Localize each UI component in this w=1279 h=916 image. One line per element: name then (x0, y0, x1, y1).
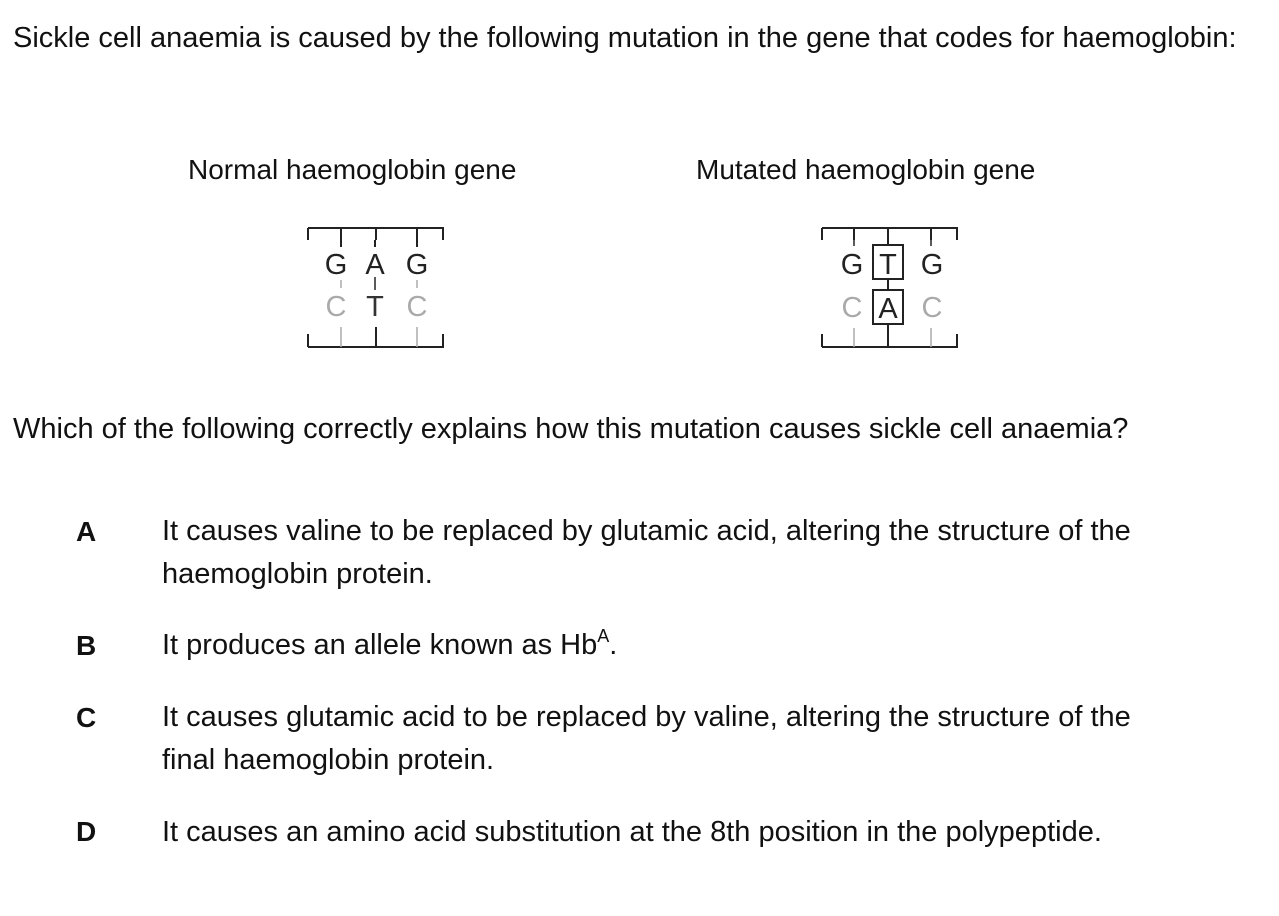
mutated-bottom-base-1: C (841, 292, 863, 324)
option-letter: D (76, 816, 97, 847)
mutated-top-base-2: T (879, 249, 897, 281)
normal-top-base-3: G (405, 249, 429, 281)
normal-top-base-1: G (324, 249, 348, 281)
normal-bottom-base-1: C (325, 291, 347, 323)
mutated-top-base-3: G (920, 249, 944, 281)
option-text (162, 624, 1172, 667)
question-text: Which of the following correctly explains how this mutation causes sickle cell anaemia? (13, 413, 1129, 445)
option-text-end: . (609, 629, 618, 661)
allele-superscript: A (597, 626, 610, 646)
option-text: It causes valine to be replaced by glutamic acid, altering the structure of the haemoglobin protein. (162, 515, 1131, 590)
mutated-bottom-base-3: C (921, 292, 943, 324)
mutated-top-base-1: G (840, 249, 864, 281)
option-letter: C (76, 702, 97, 733)
normal-bottom-base-3: C (406, 291, 428, 323)
option-letter: A (76, 516, 97, 547)
question-intro: Sickle cell anaemia is caused by the following mutation in the gene that codes for haemoglobin: (13, 22, 1237, 54)
normal-gene-diagram (296, 212, 456, 352)
option-text-main: It produces an allele known as Hb (162, 629, 598, 661)
normal-bottom-base-2: T (366, 291, 384, 323)
mutated-gene-diagram (810, 212, 970, 352)
mutated-bottom-base-2: A (878, 293, 898, 325)
option-text: It causes glutamic acid to be replaced by valine, altering the structure of the final haemoglobin protein. (162, 701, 1131, 776)
option-text: It causes an amino acid substitution at the 8th position in the polypeptide. (162, 816, 1102, 848)
mutated-gene-label: Mutated haemoglobin gene (696, 154, 1036, 185)
option-letter: B (76, 630, 97, 661)
normal-gene-label: Normal haemoglobin gene (188, 154, 517, 185)
normal-top-base-2: A (365, 249, 385, 281)
